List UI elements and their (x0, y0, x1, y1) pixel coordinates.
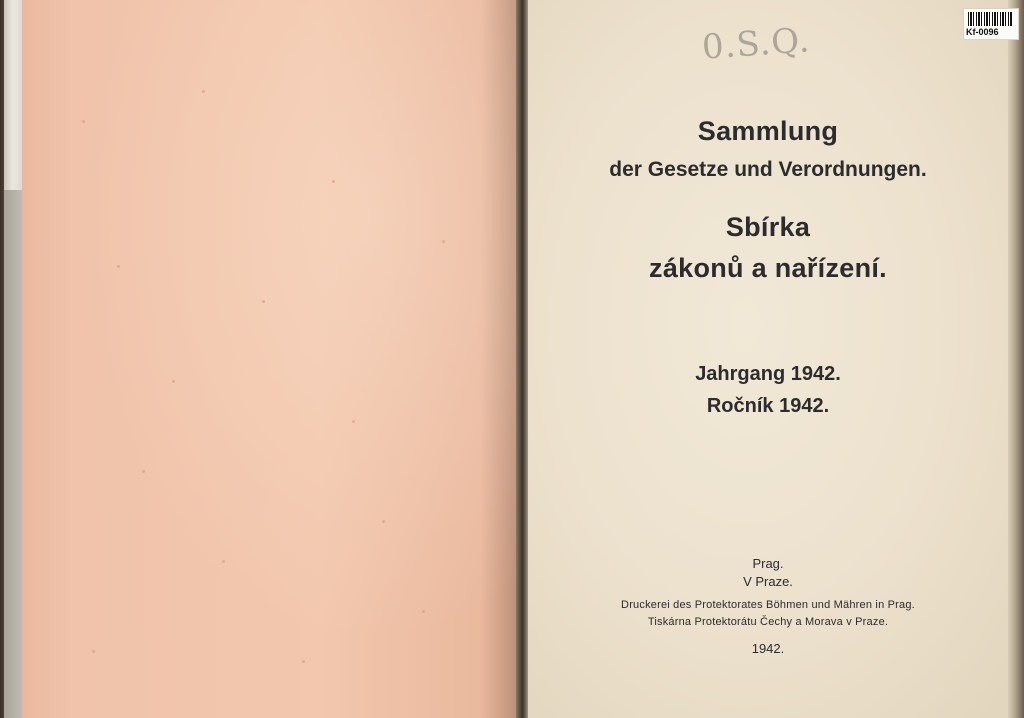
subtitle-czech: zákonů a nařízení. (649, 253, 887, 283)
title-german: Sammlung (697, 116, 839, 146)
foxing-spot (82, 120, 85, 123)
place-german: Prag. (752, 556, 784, 571)
foxing-spot (222, 560, 225, 563)
volume-year-czech: Ročník 1942. (706, 395, 830, 417)
foxing-spot (92, 650, 95, 653)
printer-german: Druckerei des Protektorates Böhmen und Mähren in Prag. (621, 599, 915, 611)
place-czech: V Praze. (743, 574, 793, 589)
foxing-spot (302, 660, 305, 663)
pencil-annotation: 0.S.Q. (700, 20, 812, 68)
subtitle-german: der Gesetze und Verordnungen. (609, 158, 927, 181)
title-czech: Sbírka (725, 212, 811, 242)
volume-year-german: Jahrgang 1942. (695, 363, 841, 385)
page-edge (1008, 0, 1024, 718)
foxing-spot (442, 240, 445, 243)
printer-czech: Tiskárna Protektorátu Čechy a Morava v Praze. (647, 616, 889, 628)
foxing-spot (172, 380, 175, 383)
catalog-code: Kf-0096 (966, 27, 999, 37)
foxing-spot (262, 300, 265, 303)
foxing-spot (382, 520, 385, 523)
foxing-spot (202, 90, 205, 93)
foxing-spot (332, 180, 335, 183)
left-endpaper (22, 0, 520, 718)
foxing-spot (422, 610, 425, 613)
foxing-spot (352, 420, 355, 423)
publication-year: 1942. (751, 641, 785, 656)
catalog-label (963, 8, 1019, 40)
foxing-spot (142, 470, 145, 473)
barcode-icon (968, 12, 1012, 26)
foxing-spot (117, 265, 120, 268)
